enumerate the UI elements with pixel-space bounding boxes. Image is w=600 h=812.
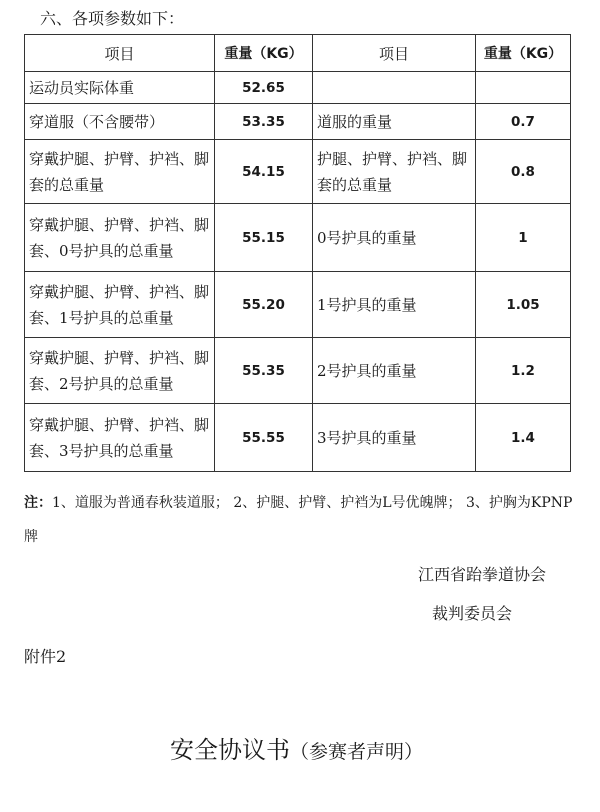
table-row (25, 140, 571, 204)
table-note (24, 486, 574, 554)
weight-cell: 54.15 (215, 140, 313, 204)
weight-cell: 55.15 (215, 204, 313, 272)
header-weight: 重量（KG） (215, 35, 313, 72)
item-cell: 3号护具的重量 (313, 404, 476, 472)
item-cell: 穿戴护腿、护臂、护裆、脚套、0号护具的总重量 (25, 204, 215, 272)
weight-cell: 55.20 (215, 272, 313, 338)
attachment-label: 附件2 (24, 647, 67, 666)
weight-cell: 1.2 (476, 338, 571, 404)
table-row (25, 338, 571, 404)
table-row (25, 404, 571, 472)
item-cell: 2号护具的重量 (313, 338, 476, 404)
document-title-sub: （参赛者声明） (290, 741, 424, 763)
item-cell: 穿戴护腿、护臂、护裆、脚套、3号护具的总重量 (25, 404, 215, 472)
organization-name: 江西省跆拳道协会 (418, 565, 547, 584)
weight-cell: 0.8 (476, 140, 571, 204)
note-lead: 注： (24, 495, 52, 511)
parameter-table (24, 34, 571, 472)
weight-cell: 53.35 (215, 104, 313, 140)
table-row (25, 72, 571, 104)
note-text: 1、道服为普通春秋装道服； 2、护腿、护臂、护裆为L号优魄牌； 3、护胸为KPNP牌 (24, 495, 573, 545)
item-cell: 穿戴护腿、护臂、护裆、脚套的总重量 (25, 140, 215, 204)
weight-cell: 1.4 (476, 404, 571, 472)
item-cell: 道服的重量 (313, 104, 476, 140)
document-title (170, 730, 423, 765)
weight-cell: 55.35 (215, 338, 313, 404)
item-cell: 0号护具的重量 (313, 204, 476, 272)
weight-cell (476, 72, 571, 104)
header-item: 项目 (313, 35, 476, 72)
item-cell: 穿戴护腿、护臂、护裆、脚套、2号护具的总重量 (25, 338, 215, 404)
item-cell: 运动员实际体重 (25, 72, 215, 104)
table-header-row (25, 35, 571, 72)
item-cell (313, 72, 476, 104)
weight-cell: 1 (476, 204, 571, 272)
item-cell: 穿道服（不含腰带） (25, 104, 215, 140)
document-title-main: 安全协议书 (170, 736, 290, 764)
item-cell: 1号护具的重量 (313, 272, 476, 338)
header-item: 项目 (25, 35, 215, 72)
item-cell: 护腿、护臂、护裆、脚套的总重量 (313, 140, 476, 204)
table-row (25, 104, 571, 140)
weight-cell: 0.7 (476, 104, 571, 140)
table-row (25, 204, 571, 272)
weight-cell: 55.55 (215, 404, 313, 472)
committee-name: 裁判委员会 (432, 604, 513, 623)
weight-cell: 52.65 (215, 72, 313, 104)
table-row (25, 272, 571, 338)
item-cell: 穿戴护腿、护臂、护裆、脚套、1号护具的总重量 (25, 272, 215, 338)
section-title: 六、各项参数如下： (40, 9, 185, 28)
header-weight: 重量（KG） (476, 35, 571, 72)
weight-cell: 1.05 (476, 272, 571, 338)
